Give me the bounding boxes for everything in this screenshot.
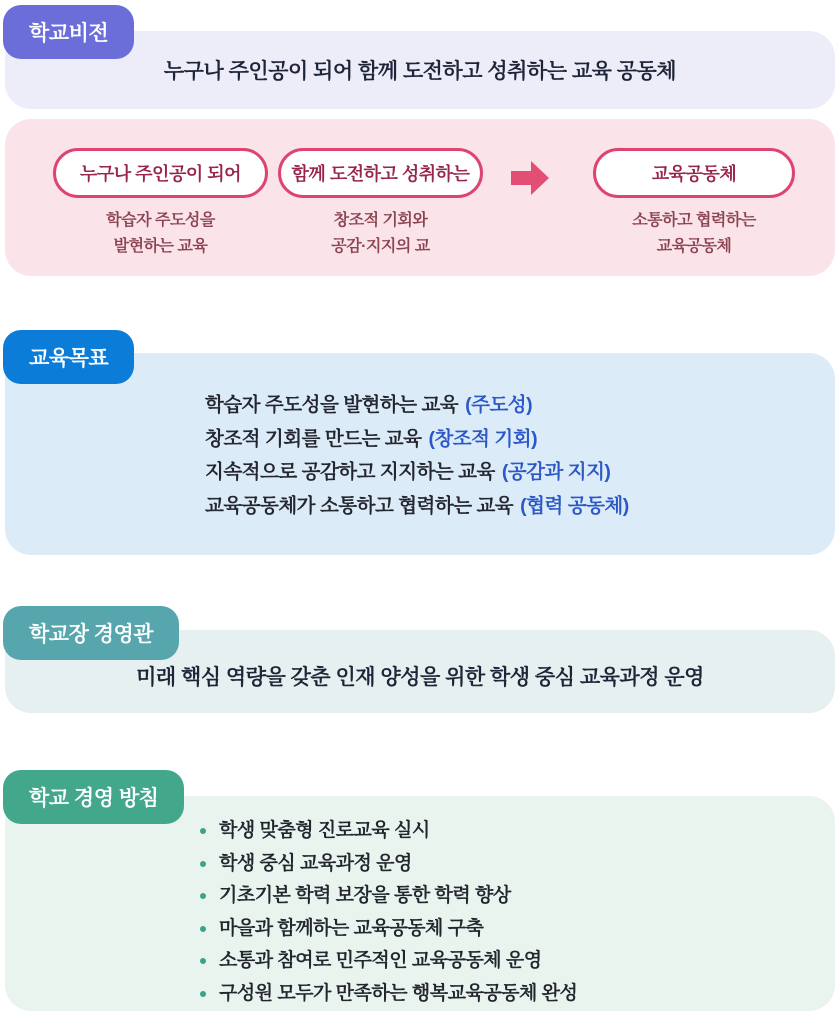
goals-list [205,389,629,523]
flow-caption-3-line2: 교육공동체 [656,238,732,255]
policy-item-text: 마을과 함께하는 교육공동체 구축 [219,917,484,939]
bullet-icon [200,958,206,964]
bullet-icon [200,861,206,867]
goals-panel [5,353,835,555]
vision-statement: 누구나 주인공이 되어 함께 도전하고 성취하는 교육 공동체 [163,60,677,83]
principal-badge-label: 학교장 경영관 [29,623,154,646]
flow-caption-3-line1: 소통하고 협력하는 [632,212,756,229]
goal-keyword: (공감과 지지) [501,461,611,483]
goal-item [205,490,629,524]
goal-keyword: (창조적 기회) [428,427,538,450]
goal-text: 창조적 기회를 만드는 교육 [205,427,422,450]
flow-caption-2-line1: 창조적 기회와 [333,212,428,229]
flow-caption-3 [593,208,795,260]
goal-keyword: (협력 공동체) [520,494,629,517]
goals-badge [3,330,134,384]
goal-item [205,423,629,457]
policy-item [200,815,577,848]
flow-caption-1-line1: 학습자 주도성을 [106,212,215,229]
bullet-icon [200,893,206,899]
goal-keyword: (주도성) [465,394,533,416]
policy-item-text: 기초기본 학력 보장을 통한 학력 향상 [219,885,511,906]
vision-badge-label: 학교비전 [29,22,109,45]
goals-badge-label: 교육목표 [29,347,109,370]
flow-caption-1 [53,208,268,260]
policy-list [200,815,577,1010]
vision-badge [3,5,134,59]
policy-item-text: 학생 맞춤형 진로교육 실시 [219,820,430,841]
flow-pill-1-label: 누구나 주인공이 되어 [80,164,241,184]
policy-item-text: 구성원 모두가 만족하는 행복교육공동체 완성 [219,982,578,1004]
principal-badge [3,606,179,660]
policy-badge-label: 학교 경영 방침 [29,787,159,810]
flow-item-3 [593,148,795,260]
bullet-icon [200,991,206,997]
flow-item-2 [278,148,483,260]
flow-pill-1 [53,148,268,198]
goal-item [205,456,629,490]
flow-caption-2 [278,208,483,260]
bullet-icon [200,926,206,932]
policy-item [200,848,577,881]
flow-item-1 [53,148,268,260]
policy-item [200,913,577,946]
flow-pill-3-label: 교육공동체 [651,164,737,184]
policy-item-text: 소통과 참여로 민주적인 교육공동체 운영 [219,950,542,971]
vision-flow-panel [5,119,835,276]
policy-panel [5,796,835,1011]
policy-badge [3,770,184,824]
flow-caption-1-line2: 발현하는 교육 [113,238,208,255]
flow-pill-3 [593,148,795,198]
policy-item [200,978,577,1011]
bullet-icon [200,828,206,834]
policy-item [200,945,577,978]
flow-pill-2-label: 함께 도전하고 성취하는 [291,164,470,184]
arrow-right-icon [511,161,549,195]
goal-text: 지속적으로 공감하고 지지하는 교육 [205,461,495,483]
goal-text: 교육공동체가 소통하고 협력하는 교육 [205,494,514,517]
policy-item-text: 학생 중심 교육과정 운영 [219,852,412,874]
flow-caption-2-line2: 공감·지지의 교 [331,238,430,255]
policy-item [200,880,577,913]
goal-text: 학습자 주도성을 발현하는 교육 [205,394,459,416]
goal-item [205,389,629,423]
flow-pill-2 [278,148,483,198]
principal-statement: 미래 핵심 역량을 갖춘 인재 양성을 위한 학생 중심 교육과정 운영 [136,665,704,689]
